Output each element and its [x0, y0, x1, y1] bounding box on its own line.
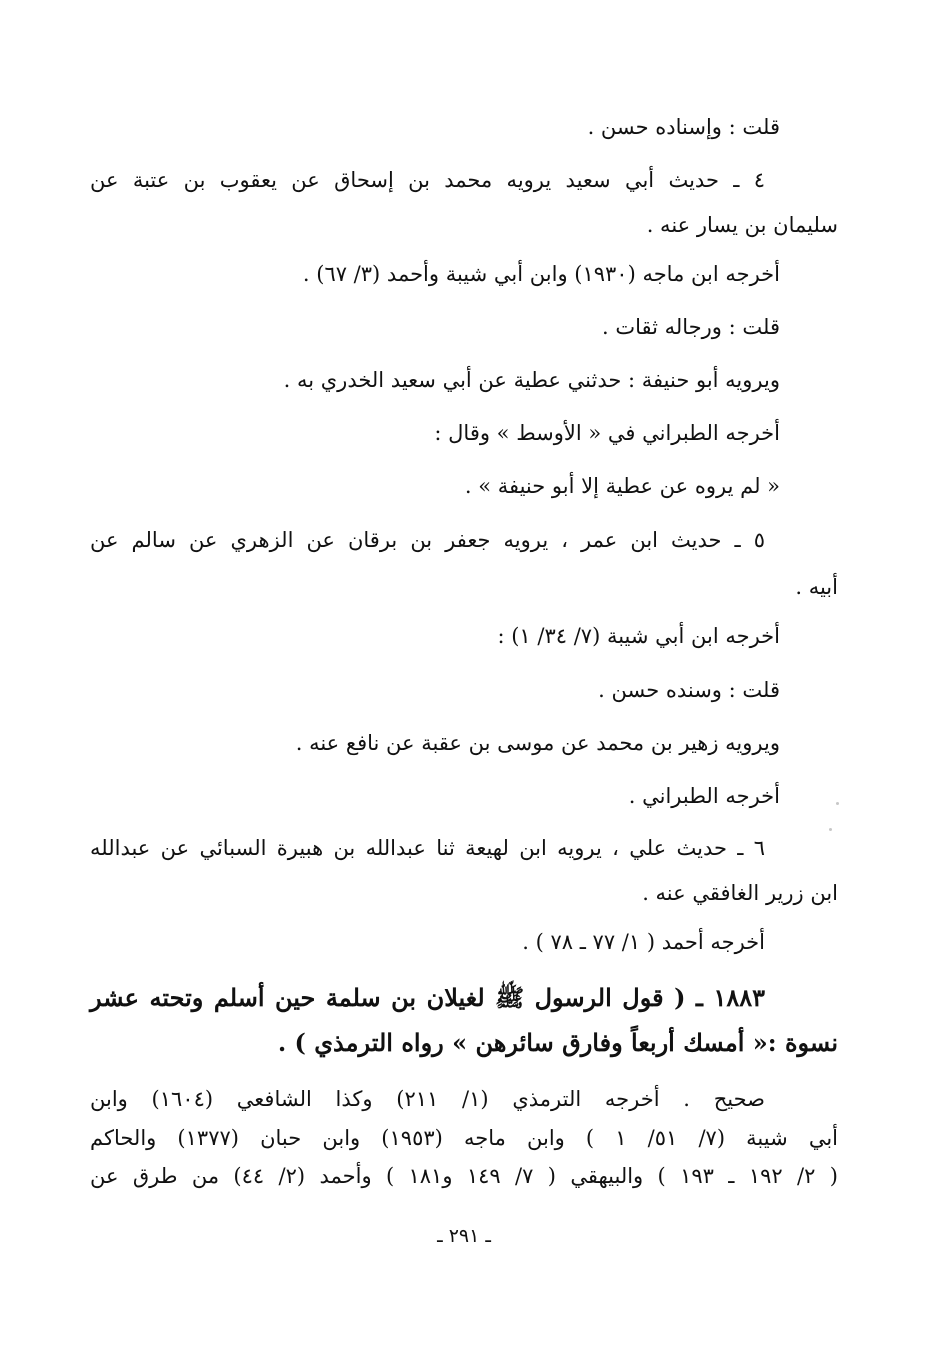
text-line-9: ٥ ـ حديث ابن عمر ، يرويه جعفر بن برقان عن الزهري عن سالم عن — [90, 528, 765, 552]
text-line-6: ويرويه أبو حنيفة : حدثني عطية عن أبي سعيد الخدري به . — [283, 368, 780, 392]
text-line-3: سليمان بن يسار عنه . — [646, 213, 838, 237]
text-line-11: أخرجه ابن أبي شيبة (٧/ ٣٤/ ١) : — [497, 624, 780, 648]
hadith-heading-line-2: نسوة :« أمسك أربعاً وفارق سائرهن » رواه الترمذي ) . — [277, 1028, 838, 1057]
text-line-7: أخرجه الطبراني في « الأوسط » وقال : — [434, 421, 780, 445]
text-line-14: أخرجه الطبراني . — [628, 784, 780, 808]
text-line-5: قلت : ورجاله ثقات . — [601, 315, 780, 339]
text-line-21: أبي شيبة (٧/ ٥١/ ١ ) وابن ماجه (١٩٥٣) وابن حبان (١٣٧٧) والحاكم — [90, 1126, 839, 1150]
text-line-12: قلت : وسنده حسن . — [598, 678, 780, 702]
text-line-1: قلت : وإسناده حسن . — [587, 115, 780, 139]
text-line-2: ٤ ـ حديث أبي سعيد يرويه محمد بن إسحاق عن يعقوب بن عتبة عن — [90, 168, 765, 192]
text-line-13: ويرويه زهير بن محمد عن موسى بن عقبة عن نافع عنه . — [295, 731, 780, 755]
text-line-20: صحيح . أخرجه الترمذي (١/ ٢١١) وكذا الشافعي (١٦٠٤) وابن — [90, 1087, 765, 1111]
text-line-17: أخرجه أحمد ( ١/ ٧٧ ـ ٧٨ ) . — [522, 930, 765, 954]
scan-speck — [836, 802, 839, 805]
scan-speck — [829, 828, 832, 831]
text-line-16: ابن زرير الغافقي عنه . — [642, 881, 838, 905]
text-line-4: أخرجه ابن ماجه (١٩٣٠) وابن أبي شيبة وأحمد (٣/ ٦٧) . — [302, 262, 780, 286]
text-line-15: ٦ ـ حديث علي ، يرويه ابن لهيعة ثنا عبدالله بن هبيرة السبائي عن عبدالله — [90, 836, 765, 860]
text-line-22: ( ٢/ ١٩٢ ـ ١٩٣ ) والبيهقي ( ٧/ ١٤٩ و١٨١ ) وأحمد (٢/ ٤٤) من طرق عن — [90, 1164, 838, 1188]
page-number: ـ ٢٩١ ـ — [437, 1225, 491, 1247]
text-line-10: أبيه . — [795, 575, 838, 599]
hadith-heading-line-1: ١٨٨٣ ـ ( قول الرسول ﷺ لغيلان بن سلمة حين أسلم وتحته عشر — [90, 983, 765, 1012]
text-line-8: « لم يروه عن عطية إلا أبو حنيفة » . — [464, 474, 780, 498]
